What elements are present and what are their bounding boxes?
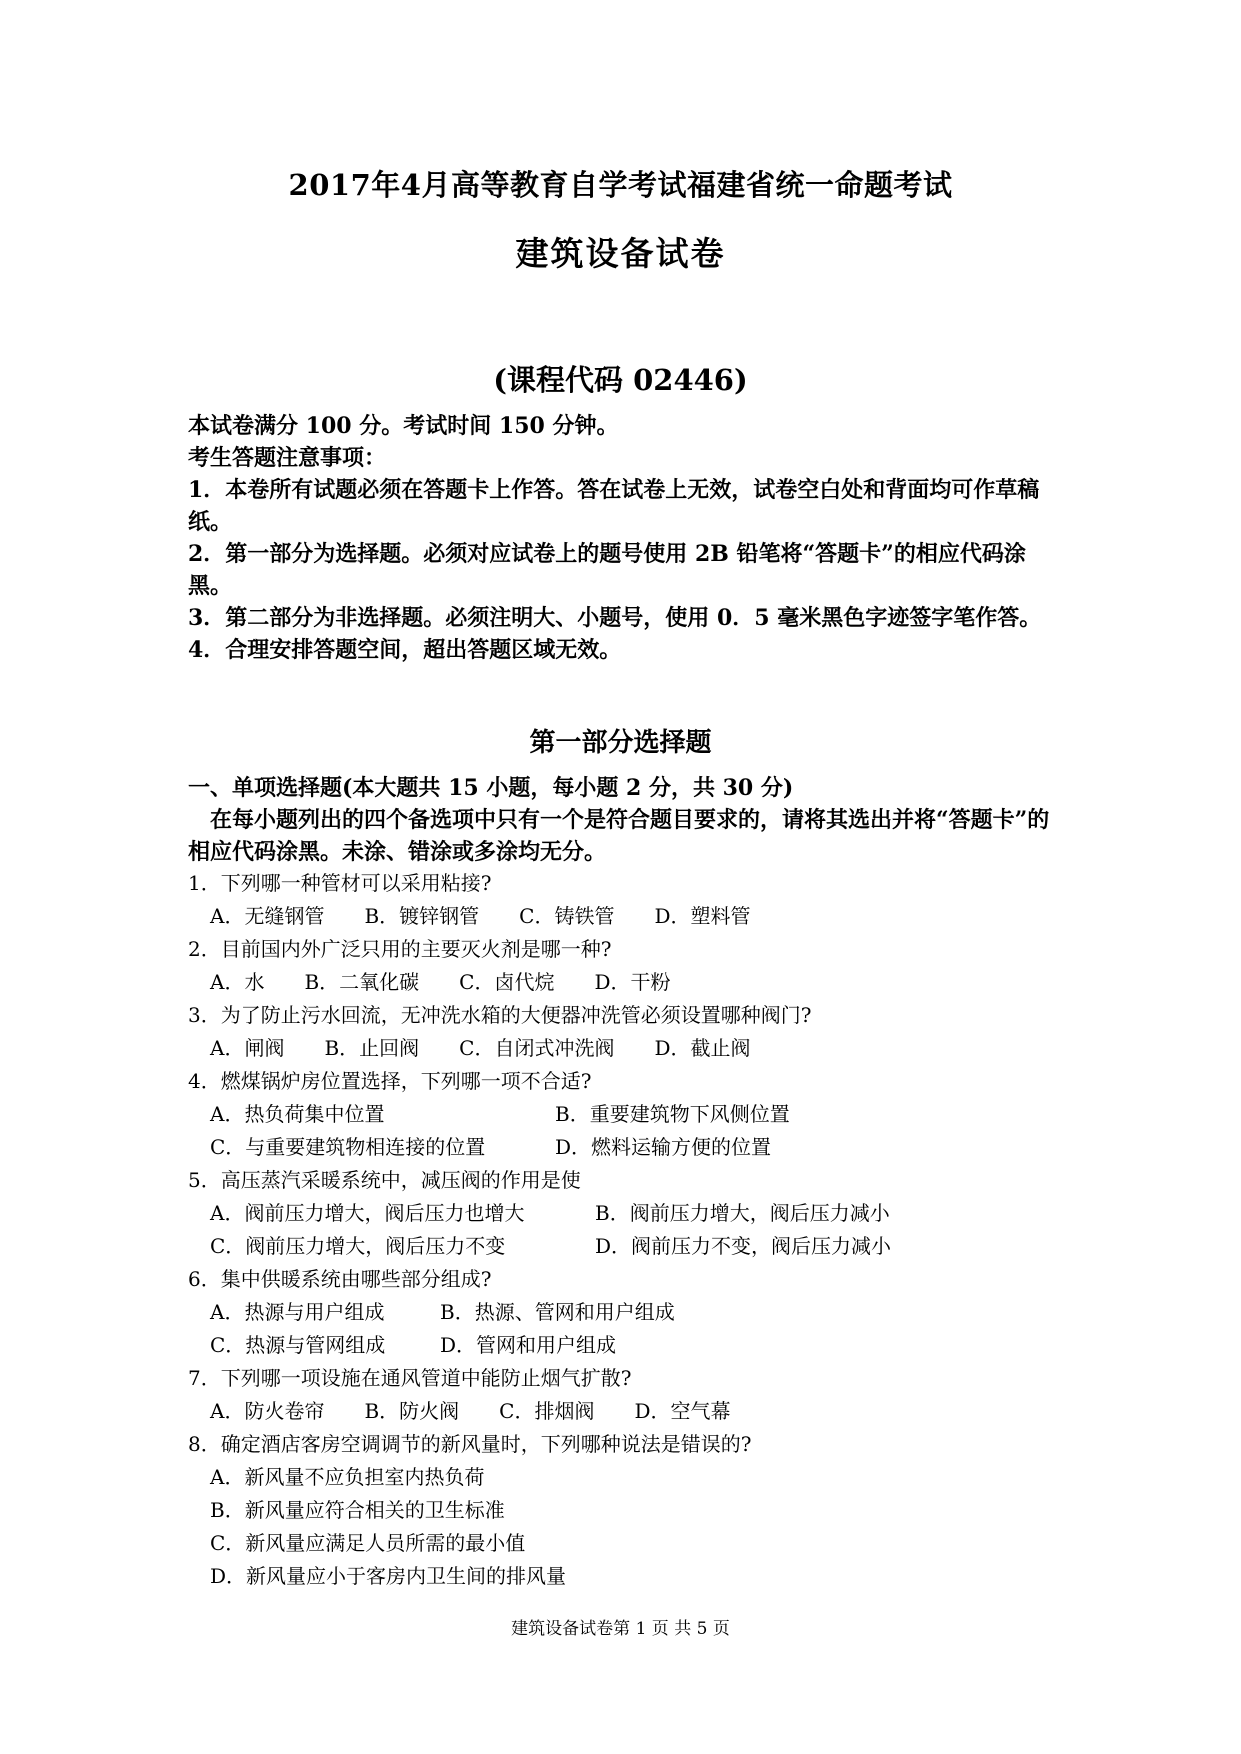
section-heading: 第一部分选择题 — [529, 728, 712, 758]
option: D．截止阀 — [654, 1036, 751, 1060]
option: D．空气幕 — [634, 1399, 731, 1423]
question — [188, 999, 1068, 1065]
option: C．自闭式冲洗阀 — [459, 1036, 615, 1060]
part-heading — [188, 772, 1068, 868]
option: A．热负荷集中位置 — [210, 1102, 385, 1126]
option: B．阀前压力增大，阀后压力减小 — [595, 1201, 890, 1225]
question-stem: 1．下列哪一种管材可以采用粘接? — [188, 871, 492, 895]
notice-item-4: 4．合理安排答题空间，超出答题区域无效。 — [188, 637, 622, 663]
exam-title: 2017年4月高等教育自学考试福建省统一命题考试 — [288, 168, 953, 202]
question — [188, 867, 1068, 933]
question-stem: 2．目前国内外广泛只用的主要灭火剂是哪一种? — [188, 937, 612, 961]
option-row — [188, 1329, 1068, 1362]
notice-item-3: 3．第二部分为非选择题。必须注明大、小题号，使用 0．5 毫米黑色字迹签字笔作答。 — [188, 605, 1042, 631]
option-row — [188, 1197, 1068, 1230]
option: B．热源、管网和用户组成 — [440, 1300, 675, 1324]
option: A．水 — [210, 970, 265, 994]
option: D．干粉 — [594, 970, 671, 994]
option-row — [188, 1098, 1068, 1131]
option: C．铸铁管 — [519, 904, 615, 928]
question-stem: 8．确定酒店客房空调调节的新风量时，下列哪种说法是错误的? — [188, 1432, 752, 1456]
option: B．止回阀 — [324, 1036, 420, 1060]
question — [188, 1428, 1068, 1593]
question-stem: 7．下列哪一项设施在通风管道中能防止烟气扩散? — [188, 1366, 632, 1390]
option-row — [188, 1296, 1068, 1329]
notice-item-1: 1．本卷所有试题必须在答题卡上作答。答在试卷上无效，试卷空白处和背面均可作草稿纸。 — [188, 477, 1040, 535]
option: C．热源与管网组成 — [210, 1333, 386, 1357]
option: B．重要建筑物下风侧位置 — [555, 1102, 790, 1126]
question-stem: 5．高压蒸汽采暖系统中，减压阀的作用是使 — [188, 1168, 581, 1192]
option-row — [188, 1032, 1068, 1065]
score-time-note: 本试卷满分 100 分。考试时间 150 分钟。 — [188, 413, 619, 439]
question-stem: 4．燃煤锅炉房位置选择，下列哪一项不合适? — [188, 1069, 592, 1093]
option: D．塑料管 — [654, 904, 751, 928]
paper-title: 建筑设备试卷 — [515, 234, 726, 273]
option: C．与重要建筑物相连接的位置 — [210, 1135, 486, 1159]
option: C．排烟阀 — [499, 1399, 595, 1423]
option: B．镀锌钢管 — [364, 904, 480, 928]
option-row — [188, 1395, 1068, 1428]
exam-instructions — [188, 410, 1058, 666]
notice-item-2: 2．第一部分为选择题。必须对应试卷上的题号使用 2B 铅笔将“答题卡”的相应代码涂黑。 — [188, 541, 1026, 599]
option: A．新风量不应负担室内热负荷 — [210, 1465, 485, 1489]
option-row — [188, 900, 1068, 933]
question-stem: 6．集中供暖系统由哪些部分组成? — [188, 1267, 492, 1291]
question — [188, 1362, 1068, 1428]
part-title: 一、单项选择题(本大题共 15 小题，每小题 2 分，共 30 分) — [188, 775, 794, 801]
option: D．管网和用户组成 — [440, 1333, 617, 1357]
option-row — [188, 966, 1068, 999]
option: D．新风量应小于客房内卫生间的排风量 — [210, 1564, 567, 1588]
question — [188, 1263, 1068, 1362]
question — [188, 933, 1068, 999]
option: C．卤代烷 — [459, 970, 555, 994]
option: C．新风量应满足人员所需的最小值 — [210, 1531, 526, 1555]
course-code: (课程代码 02446) — [493, 363, 748, 397]
option: B．二氧化碳 — [304, 970, 420, 994]
question-stem: 3．为了防止污水回流，无冲洗水箱的大便器冲洗管必须设置哪种阀门? — [188, 1003, 812, 1027]
page-footer: 建筑设备试卷第 1 页 共 5 页 — [511, 1619, 730, 1639]
option-row — [188, 1527, 1068, 1560]
option: A．闸阀 — [210, 1036, 285, 1060]
option-row — [188, 1230, 1068, 1263]
option-row — [188, 1461, 1068, 1494]
option: B．新风量应符合相关的卫生标准 — [210, 1498, 505, 1522]
option: A．防火卷帘 — [210, 1399, 325, 1423]
option-row — [188, 1560, 1068, 1593]
option-row — [188, 1494, 1068, 1527]
question-list — [188, 867, 1068, 1593]
question — [188, 1065, 1068, 1164]
question — [188, 1164, 1068, 1263]
option: A．阀前压力增大，阀后压力也增大 — [210, 1201, 525, 1225]
option: B．防火阀 — [364, 1399, 460, 1423]
notice-heading: 考生答题注意事项： — [188, 445, 387, 471]
option: D．燃料运输方便的位置 — [555, 1135, 772, 1159]
part-instruction: 在每小题列出的四个备选项中只有一个是符合题目要求的，请将其选出并将“答题卡”的相应代码涂黑。未涂、错涂或多涂均无分。 — [188, 807, 1050, 865]
option: A．无缝钢管 — [210, 904, 325, 928]
option-row — [188, 1131, 1068, 1164]
option: A．热源与用户组成 — [210, 1300, 385, 1324]
option: C．阀前压力增大，阀后压力不变 — [210, 1234, 506, 1258]
option: D．阀前压力不变，阀后压力减小 — [595, 1234, 892, 1258]
